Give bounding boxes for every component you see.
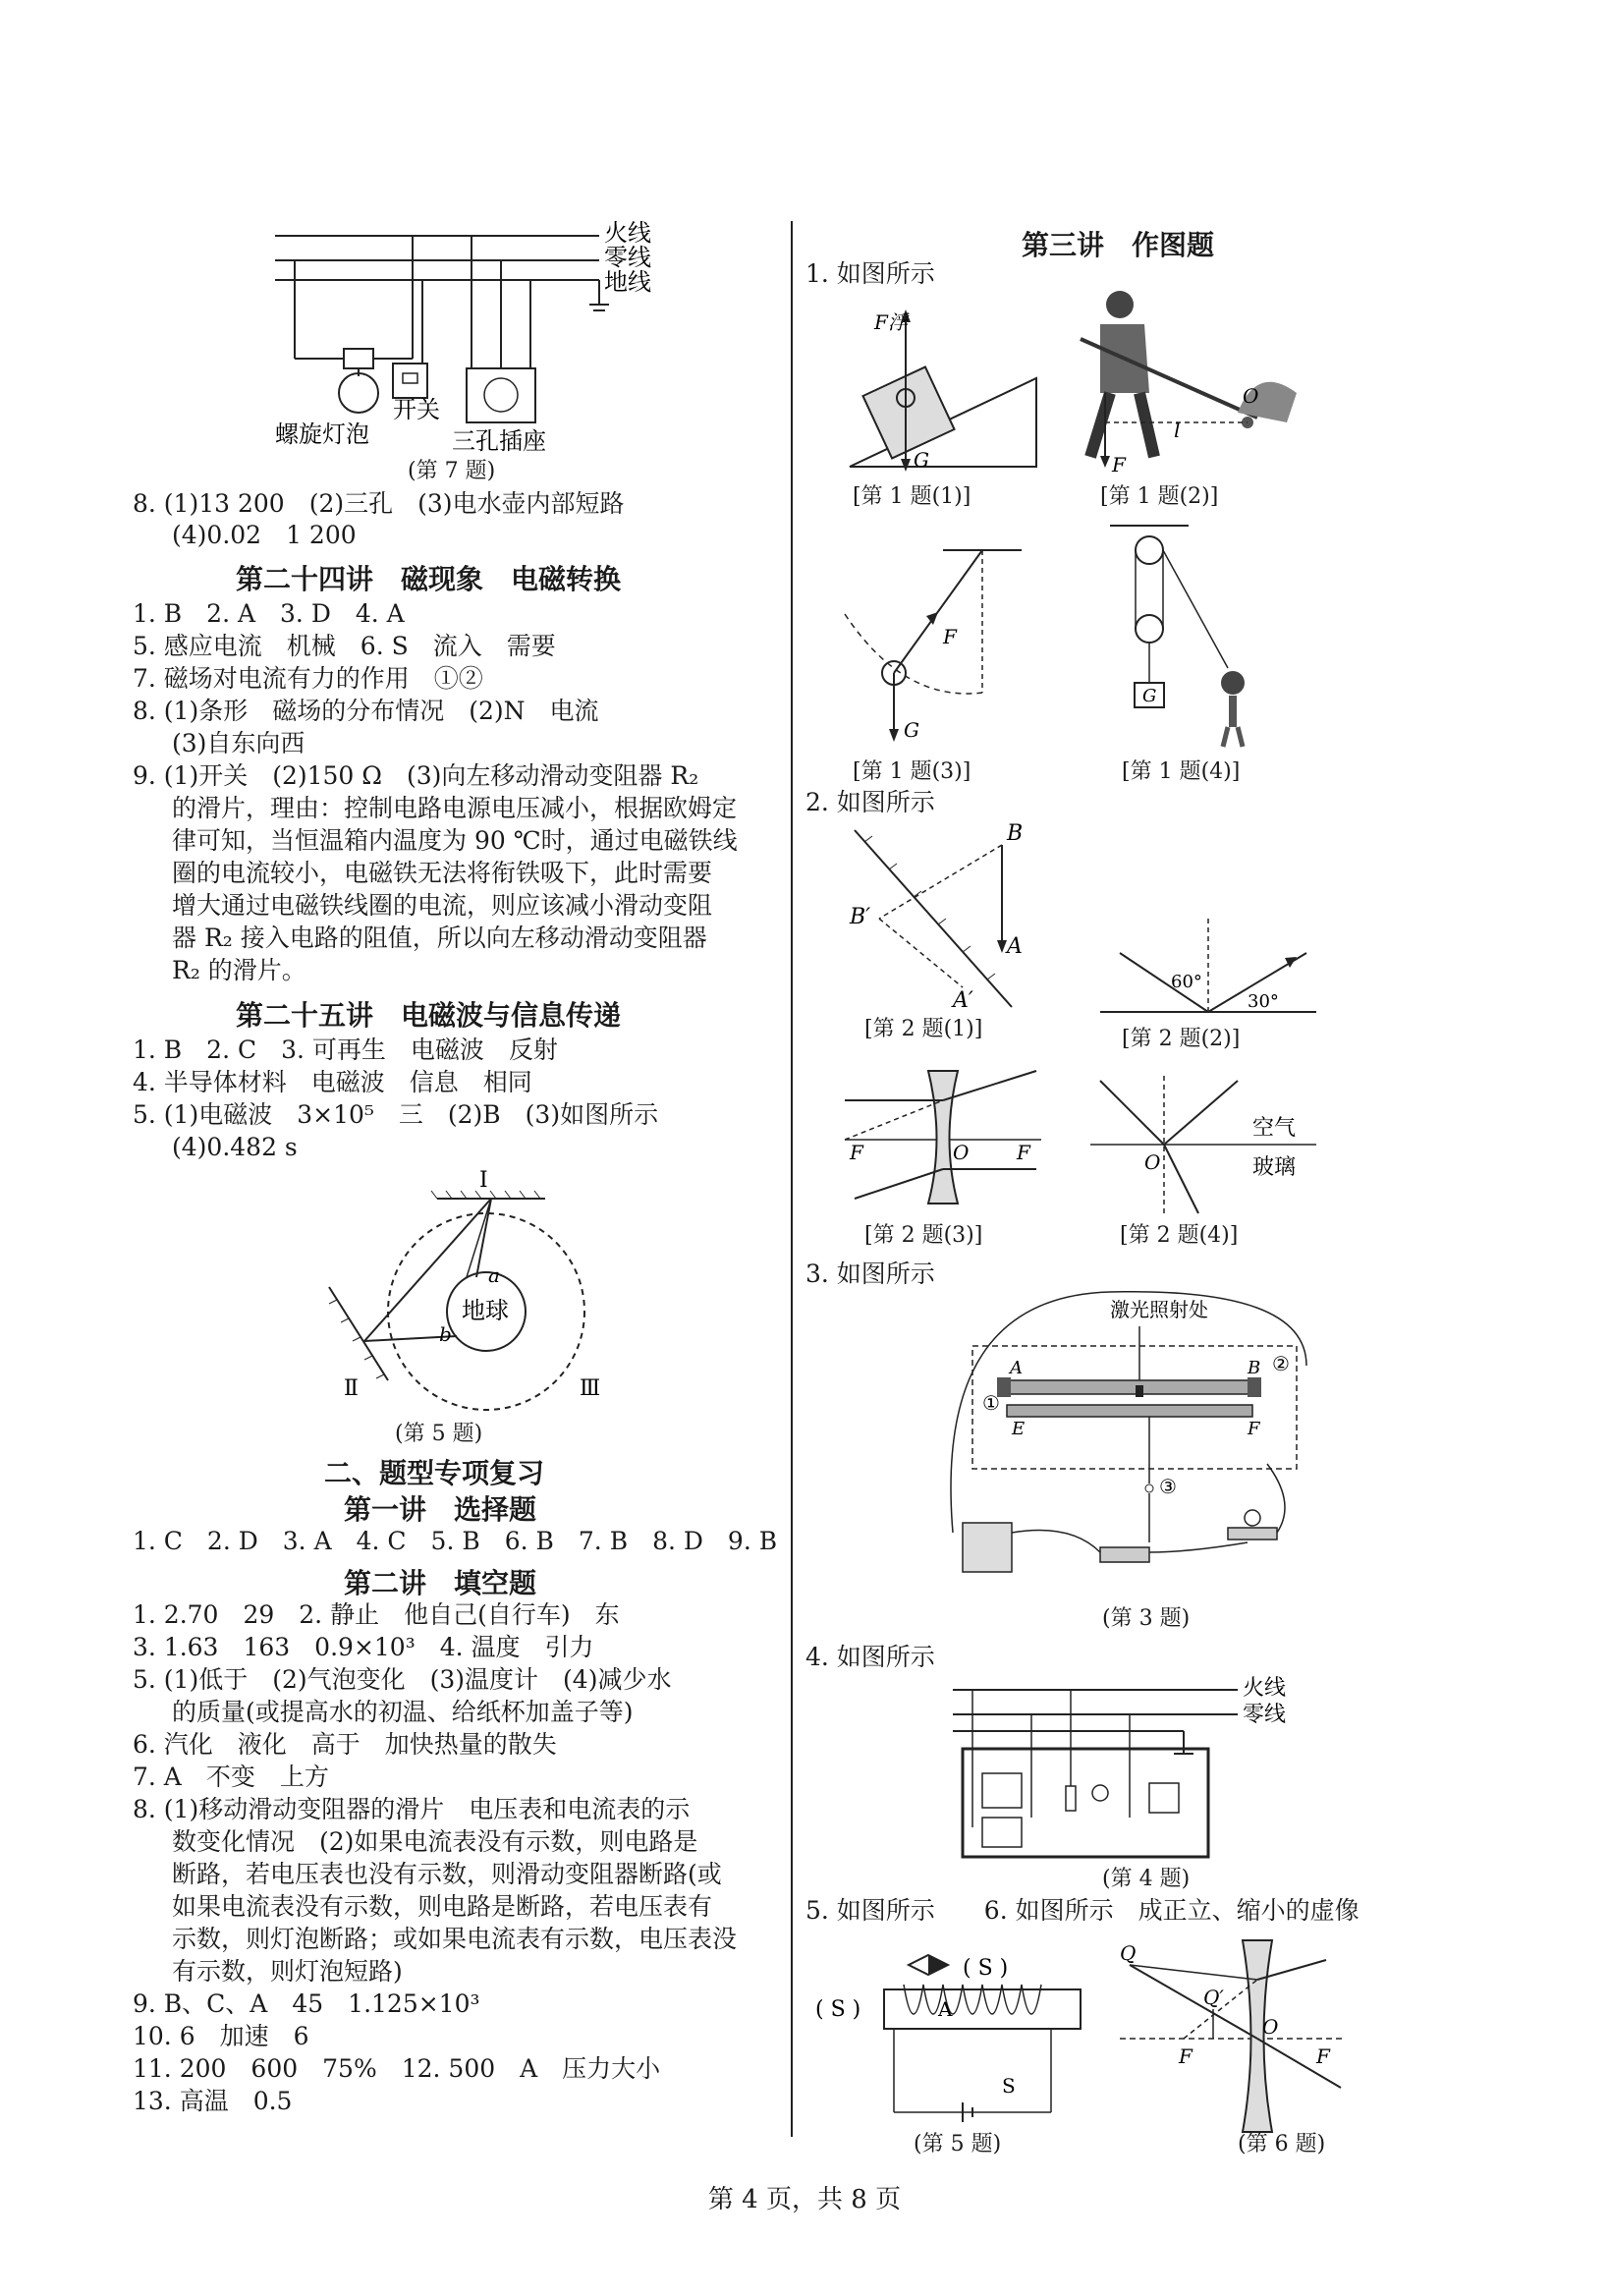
fig5-earth-label: 地球: [462, 1297, 509, 1324]
fig5-label-II: Ⅱ: [344, 1376, 359, 1401]
answer-line: 示数，则灯泡断路；或如果电流表有示数，电压表没: [172, 1925, 738, 1953]
section-heading-choice: 第一讲 选择题: [344, 1493, 537, 1526]
fig1-4-pulley: [1110, 521, 1267, 747]
label-l: l: [1174, 419, 1181, 442]
answer-line: 3. 1.63 163 0.9×10³ 4. 温度 引力: [133, 1633, 594, 1661]
label-neutral-wire: 零线: [1243, 1703, 1287, 1727]
section-heading-24: 第二十四讲 磁现象 电磁转换: [236, 563, 622, 595]
fig5-caption: (第 5 题): [395, 1422, 483, 1446]
label-A: A: [938, 1997, 953, 2021]
label-laser: 激光照射处: [1110, 1298, 1208, 1321]
label-S: S: [1002, 2074, 1016, 2098]
fig2-4-caption: [第 2 题(4)]: [1120, 1223, 1239, 1248]
fig2-2-caption: [第 2 题(2)]: [1122, 1027, 1241, 1051]
answer-line: 1. 如图所示: [805, 259, 935, 288]
label-O: O: [1243, 384, 1259, 408]
fig2-3-caption: [第 2 题(3)]: [864, 1223, 983, 1248]
label-B: B: [1007, 821, 1024, 846]
page-footer: 第 4 页，共 8 页: [707, 2185, 902, 2214]
label-F: F: [1179, 2044, 1193, 2068]
fig7-lingxian: 零线: [604, 244, 651, 271]
answer-line: (4)0.482 s: [172, 1133, 298, 1161]
fig7-chazuo: 三孔插座: [452, 427, 546, 455]
fig5-satellite: [329, 1169, 643, 1425]
label-G: G: [914, 448, 929, 472]
label-F: F: [1316, 2044, 1330, 2068]
fig1-4-caption: [第 1 题(4)]: [1122, 759, 1241, 784]
label-glass: 玻璃: [1252, 1155, 1297, 1180]
answer-line: 有示数，则灯泡短路): [172, 1957, 403, 1986]
answer-line: 10. 6 加速 6: [133, 2022, 309, 2050]
label-air: 空气: [1252, 1116, 1297, 1141]
answer-line: 1. C 2. D 3. A 4. C 5. B 6. B 7. B 8. D 9. B: [133, 1527, 778, 1555]
label-F: F: [1017, 1141, 1030, 1164]
label-A: A: [1010, 1358, 1023, 1378]
answer-line: 8. (1)13 200 (2)三孔 (3)电水壶内部短路: [133, 489, 625, 518]
fig7-dixian: 地线: [604, 268, 651, 296]
label-Q: Q: [1120, 1941, 1137, 1965]
fig1-3-pendulum: [845, 545, 1041, 742]
answer-line: 13. 高温 0.5: [133, 2087, 293, 2115]
answer-line: 7. A 不变 上方: [133, 1763, 329, 1791]
fig1-2-lever-person: [1061, 285, 1306, 476]
label-O: O: [1262, 2015, 1279, 2039]
answer-line: 圈的电流较小，电磁铁无法将衔铁吸下，此时需要: [172, 859, 713, 887]
answer-line: 5. (1)电磁波 3×10⁵ 三 (2)B (3)如图所示: [133, 1100, 659, 1129]
fig7-dengpao: 螺旋灯泡: [275, 420, 369, 448]
label-B-prime: B′: [850, 905, 871, 929]
answer-line: 4. 如图所示: [805, 1643, 935, 1671]
fig3-caption: (第 3 题): [1102, 1606, 1191, 1631]
fig5-label-a: a: [488, 1263, 500, 1287]
label-E: E: [1012, 1419, 1026, 1439]
answer-line: 1. B 2. A 3. D 4. A: [133, 599, 405, 628]
answer-line: 5. 如图所示 6. 如图所示 成正立、缩小的虚像: [805, 1896, 1359, 1925]
label-F: F: [943, 625, 957, 648]
answer-line: 律可知，当恒温箱内温度为 90 ℃时，通过电磁铁线: [172, 826, 738, 855]
answer-line: 如果电流表没有示数，则电路是断路，若电压表有: [172, 1892, 713, 1921]
fig6-caption: (第 6 题): [1238, 2132, 1326, 2156]
answer-line: 的质量(或提高水的初温、给纸杯加盖子等): [172, 1698, 634, 1726]
answer-line: 2. 如图所示: [805, 788, 935, 816]
answer-line: 3. 如图所示: [805, 1260, 935, 1288]
answer-line: 4. 半导体材料 电磁波 信息 相同: [133, 1068, 532, 1096]
answer-line: 5. 感应电流 机械 6. S 流入 需要: [133, 632, 556, 660]
label-A-prime: A′: [953, 988, 973, 1013]
label-F: F: [1112, 453, 1126, 476]
label-Q-prime: Q′: [1203, 1986, 1224, 2009]
answer-line: 数变化情况 (2)如果电流表没有示数，则电路是: [172, 1827, 698, 1856]
fig5-label-I: Ⅰ: [479, 1168, 488, 1193]
answer-line: 断路，若电压表也没有示数，则滑动变阻器断路(或: [172, 1860, 722, 1888]
section-heading-25: 第二十五讲 电磁波与信息传递: [236, 999, 622, 1032]
label-F-buoyancy: F浮: [874, 310, 908, 334]
answer-line: 增大通过电磁铁线圈的电流，则应该减小滑动变阻: [172, 891, 713, 920]
column-divider: [791, 221, 793, 2137]
label-F: F: [850, 1141, 863, 1164]
label-F: F: [1248, 1419, 1260, 1439]
label-B: B: [1248, 1358, 1261, 1378]
answer-line: 器 R₂ 接入电路的阻值，所以向左移动滑动变阻器: [172, 924, 707, 952]
label-circle-3: ③: [1159, 1475, 1177, 1498]
fig1-3-caption: [第 1 题(3)]: [853, 759, 971, 784]
fig5-label-III: Ⅲ: [580, 1376, 601, 1401]
label-circle-2: ②: [1272, 1352, 1290, 1375]
answer-line: 的滑片，理由：控制电路电源电压减小，根据欧姆定: [172, 794, 738, 822]
fig5-electromagnet: [815, 1945, 1081, 2142]
label-circle-1: ①: [982, 1391, 1000, 1415]
fig6-concave-lens: [1120, 1940, 1346, 2137]
label-60deg: 60°: [1171, 972, 1202, 992]
answer-line: (3)自东向西: [172, 729, 305, 757]
fig5-label-b: b: [439, 1322, 452, 1346]
label-live-wire: 火线: [1243, 1676, 1287, 1701]
label-30deg: 30°: [1248, 991, 1279, 1012]
fig3-circuit: [953, 1287, 1316, 1592]
label-A: A: [1007, 934, 1023, 959]
label-O: O: [1144, 1150, 1161, 1174]
label-S-paren: ( S ): [963, 1956, 1009, 1981]
answer-line: R₂ 的滑片。: [172, 956, 306, 984]
answer-line: 1. B 2. C 3. 可再生 电磁波 反射: [133, 1036, 558, 1064]
fig4-caption: (第 4 题): [1102, 1867, 1191, 1891]
fig1-2-caption: [第 1 题(2)]: [1100, 484, 1219, 509]
answer-line: (4)0.02 1 200: [172, 521, 357, 549]
fig1-1-incline: [845, 305, 1041, 472]
section-heading-part2: 二、题型专项复习: [324, 1457, 545, 1489]
answer-line: 11. 200 600 75% 12. 500 A 压力大小: [133, 2054, 661, 2083]
answer-line: 7. 磁场对电流有力的作用 ①②: [133, 664, 483, 693]
fig4-household-circuit: [953, 1670, 1316, 1857]
fig1-1-caption: [第 1 题(1)]: [853, 484, 971, 509]
label-G: G: [1142, 686, 1157, 706]
fig7-circuit: [275, 221, 766, 462]
answer-line: 1. 2.70 29 2. 静止 他自己(自行车) 东: [133, 1600, 620, 1629]
label-O: O: [953, 1141, 970, 1164]
fig7-caption: (第 7 题): [408, 459, 496, 483]
fig2-2-reflection: [1100, 914, 1316, 1017]
answer-line: 8. (1)移动滑动变阻器的滑片 电压表和电流表的示: [133, 1795, 691, 1823]
fig7-huoxian: 火线: [604, 219, 651, 247]
label-S-paren-left: ( S ): [815, 1997, 861, 2022]
answer-line: 8. (1)条形 磁场的分布情况 (2)N 电流: [133, 697, 599, 725]
answer-line: 6. 汽化 液化 高于 加快热量的散失: [133, 1730, 557, 1759]
answer-line: 9. (1)开关 (2)150 Ω (3)向左移动滑动变阻器 R₂: [133, 761, 699, 790]
section-heading-fill: 第二讲 填空题: [344, 1567, 537, 1599]
section-heading-drawing: 第三讲 作图题: [1022, 229, 1215, 261]
fig2-3-lens: [845, 1061, 1041, 1208]
fig5-caption: (第 5 题): [914, 2132, 1002, 2156]
answer-line: 9. B、C、A 45 1.125×10³: [133, 1989, 480, 2018]
answer-line: 5. (1)低于 (2)气泡变化 (3)温度计 (4)减少水: [133, 1665, 672, 1694]
fig2-1-mirror: [835, 820, 1031, 1012]
fig2-4-refraction: [1090, 1071, 1316, 1213]
fig7-kaiguan: 开关: [393, 396, 440, 423]
label-G: G: [904, 718, 919, 742]
fig2-1-caption: [第 2 题(1)]: [864, 1017, 983, 1041]
